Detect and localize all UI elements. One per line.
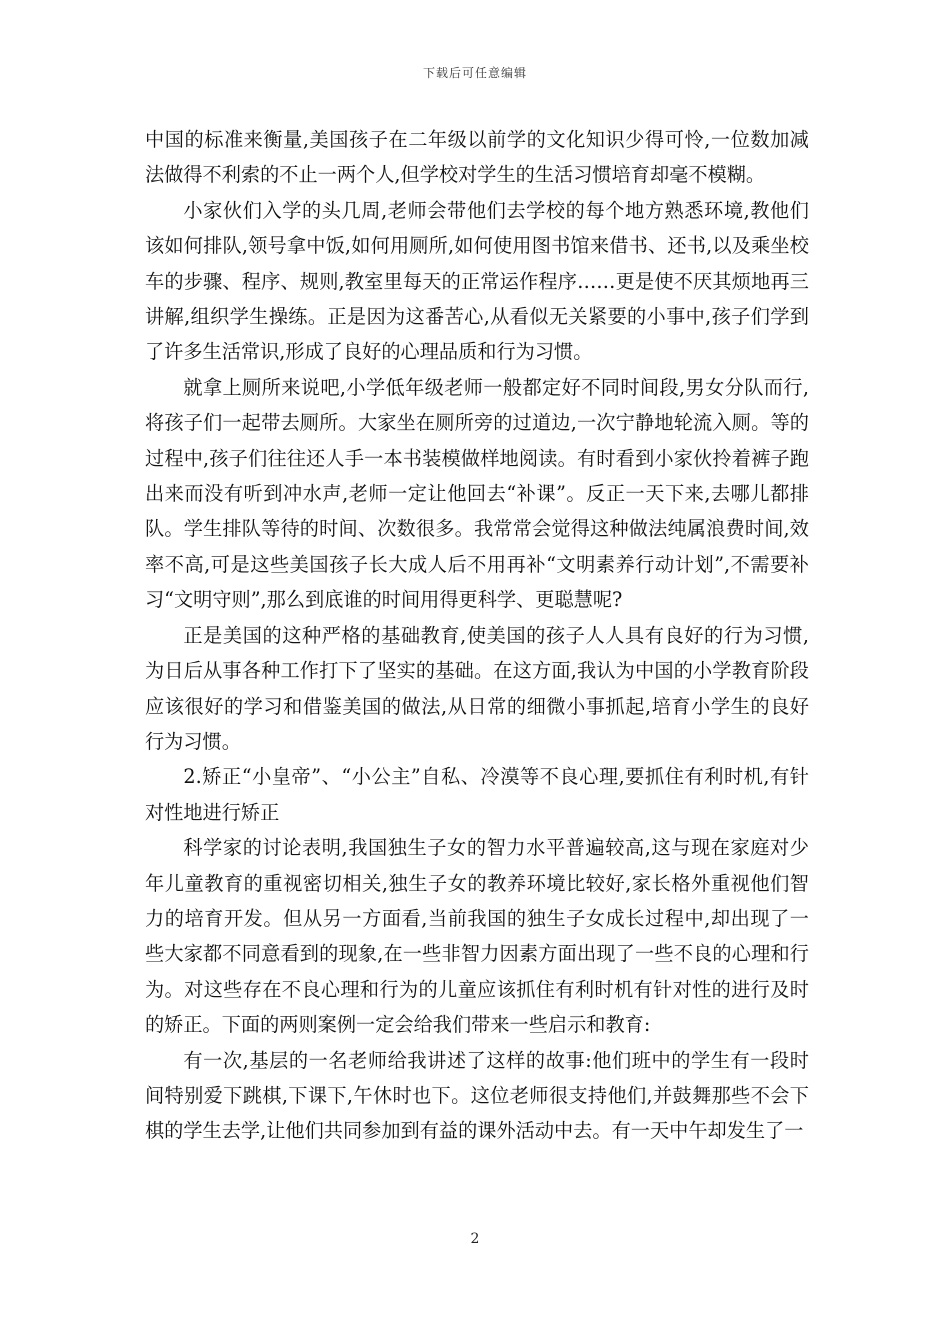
- page-header-note: 下载后可任意编辑: [422, 66, 527, 80]
- page-number: 2: [470, 1231, 480, 1247]
- paragraph: 科学家的讨论表明,我国独生子女的智力水平普遍较高,这与现在家庭对少年儿童教育的重视密切相关,独生子女的教养环境比较好,家长格外重视他们智力的培育开发。但从另一方面看,当前我国的独生子女成长过程中,却出现了一些大家都不同意看到的现象,在一些非智力因素方面出现了一些不良的心理和行为。对这些存在不良心理和行为的儿童应该抓住有利时机有针对性的进行及时的矫正。下面的两则案例一定会给我们带来一些启示和教育:: [145, 836, 809, 1037]
- paragraph-continued: 中国的标准来衡量,美国孩子在二年级以前学的文化知识少得可怜,一位数加减法做得不利索的不止一两个人,但学校对学生的生活习惯培育却毫不模糊。: [145, 128, 809, 187]
- paragraph: 小家伙们入学的头几周,老师会带他们去学校的每个地方熟悉环境,教他们该如何排队,领号拿中饭,如何用厕所,如何使用图书馆来借书、还书,以及乘坐校车的步骤、程序、规则,教室里每天的正常运作程序……更是使不厌其烦地再三讲解,组织学生操练。正是因为这番苦心,从看似无关紧要的小事中,孩子们学到了许多生活常识,形成了良好的心理品质和行为习惯。: [145, 198, 809, 364]
- paragraph: 就拿上厕所来说吧,小学低年级老师一般都定好不同时间段,男女分队而行,将孩子们一起带去厕所。大家坐在厕所旁的过道边,一次宁静地轮流入厕。等的过程中,孩子们往往还人手一本书装模做样地阅读。有时看到小家伙拎着裤子跑出来而没有听到冲水声,老师一定让他回去“补课”。反正一天下来,去哪儿都排队。学生排队等待的时间、次数很多。我常常会觉得这种做法纯属浪费时间,效率不高,可是这些美国孩子长大成人后不用再补“文明素养行动计划”,不需要补习“文明守则”,那么到底谁的时间用得更科学、更聪慧呢?: [145, 375, 809, 612]
- paragraph: 有一次,基层的一名老师给我讲述了这样的故事:他们班中的学生有一段时间特别爱下跳棋,下课下,午休时也下。这位老师很支持他们,并鼓舞那些不会下棋的学生去学,让他们共同参加到有益的课外活动中去。有一天中午却发生了一: [145, 1048, 809, 1143]
- section-heading: 2.矫正“小皇帝”、“小公主”自私、冷漠等不良心理,要抓住有利时机,有针对性地进行矫正: [145, 765, 809, 824]
- document-body: [145, 122, 809, 1149]
- paragraph: 正是美国的这种严格的基础教育,使美国的孩子人人具有良好的行为习惯,为日后从事各种工作打下了坚实的基础。在这方面,我认为中国的小学教育阶段应该很好的学习和借鉴美国的做法,从日常的细微小事抓起,培育小学生的良好行为习惯。: [145, 623, 809, 753]
